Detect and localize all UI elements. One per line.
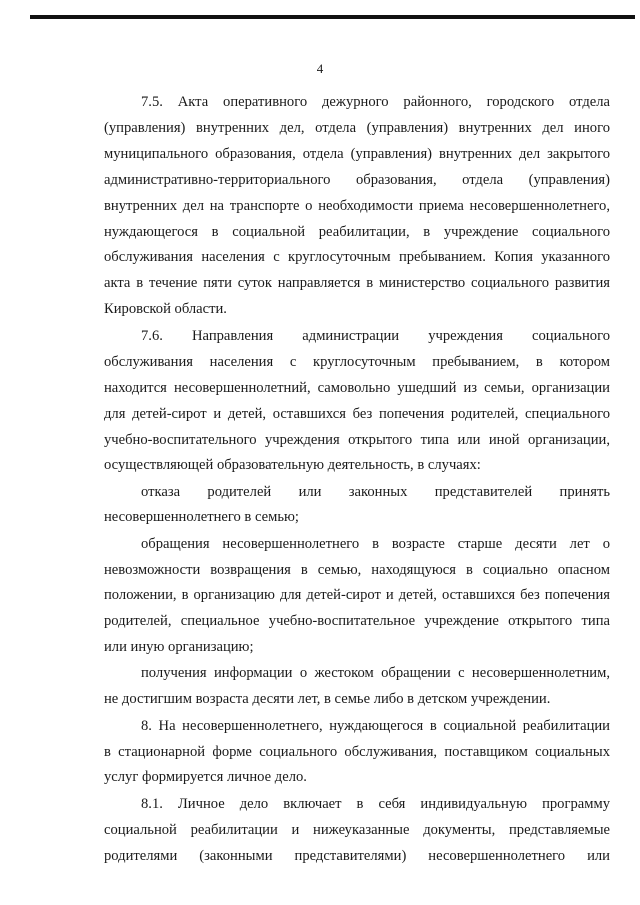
text-line: или иную организацию;: [104, 639, 254, 655]
text-line: родителей, специальное учебно-воспитательное учреждение открытого типа: [104, 613, 610, 629]
text-line: положении, в организацию для детей-сирот и детей, оставшихся без попечения: [104, 587, 610, 603]
text-line: 7.5. Акта оперативного дежурного районного, городского отдела: [141, 94, 610, 110]
text-line: не достигшим возраста десяти лет, в семье либо в детском учреждении.: [104, 691, 551, 707]
text-line: обслуживания населения с круглосуточным пребыванием. Копия указанного: [104, 249, 610, 265]
text-line: услуг формируется личное дело.: [104, 769, 307, 785]
text-line: Кировской области.: [104, 301, 227, 317]
text-line: социальной реабилитации и нижеуказанные документы, представляемые: [104, 822, 610, 838]
text-line: акта в течение пяти суток направляется в министерство социального развития: [104, 275, 610, 291]
text-line: административно-территориального образования, отдела (управления): [104, 172, 610, 188]
text-line: осуществляющей образовательную деятельность, в случаях:: [104, 457, 481, 473]
text-line: в стационарной форме социального обслуживания, поставщиком социальных: [104, 744, 610, 760]
text-line: 8.1. Личное дело включает в себя индивидуальную программу: [141, 796, 610, 812]
text-line: отказа родителей или законных представителей принять: [141, 484, 610, 500]
text-line: находится несовершеннолетний, самовольно ушедший из семьи, организации: [104, 380, 610, 396]
text-line: 7.6. Направления администрации учреждения социального: [141, 328, 610, 344]
text-line: родителями (законными представителями) несовершеннолетнего или: [104, 848, 610, 864]
page-number: 4: [316, 61, 324, 76]
text-line: муниципального образования, отдела (управления) внутренних дел закрытого: [104, 146, 610, 162]
top-border-rule: [30, 15, 635, 19]
text-line: невозможности возвращения в семью, находящуюся в социально опасном: [104, 562, 610, 578]
text-line: обслуживания населения с круглосуточным пребыванием, в котором: [104, 354, 610, 370]
text-line: для детей-сирот и детей, оставшихся без попечения родителей, специального: [104, 406, 610, 422]
text-line: учебно-воспитательного учреждения открытого типа или иной организации,: [104, 432, 610, 448]
text-line: нуждающегося в социальной реабилитации, в учреждение социального: [104, 224, 610, 240]
text-line: 8. На несовершеннолетнего, нуждающегося в социальной реабилитации: [141, 718, 610, 734]
text-line: несовершеннолетнего в семью;: [104, 509, 299, 525]
text-line: внутренних дел на транспорте о необходимости приема несовершеннолетнего,: [104, 198, 610, 214]
text-line: получения информации о жестоком обращении с несовершеннолетним,: [141, 665, 610, 681]
text-line: (управления) внутренних дел, отдела (управления) внутренних дел иного: [104, 120, 610, 136]
text-line: обращения несовершеннолетнего в возрасте старше десяти лет о: [141, 536, 610, 552]
